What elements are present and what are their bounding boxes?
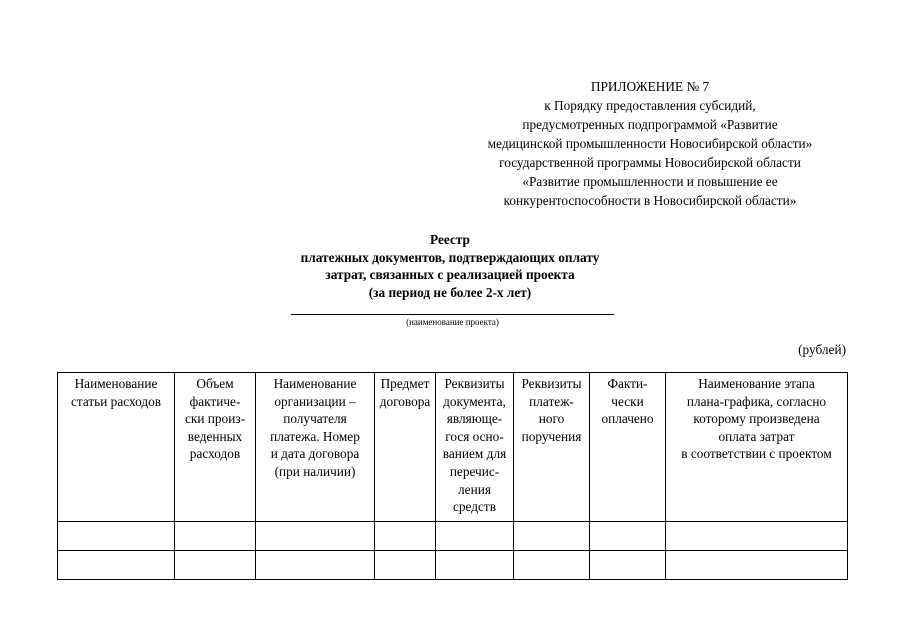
table-cell[interactable] bbox=[58, 551, 175, 580]
table-cell[interactable] bbox=[590, 551, 666, 580]
column-header-contract-subject: Предмет договора bbox=[375, 373, 436, 522]
title-heading: Реестр bbox=[430, 232, 470, 247]
table-cell[interactable] bbox=[436, 522, 514, 551]
table-row bbox=[58, 522, 848, 551]
title-line: платежных документов, подтверждающих оплату bbox=[300, 249, 600, 265]
appendix-line: предусмотренных подпрограммой «Развитие bbox=[522, 117, 778, 132]
table-cell[interactable] bbox=[514, 522, 590, 551]
table-cell[interactable] bbox=[666, 551, 848, 580]
column-header-schedule-stage: Наименование этапа плана-графика, согласно которому произведена оплата затрат в соответствии с проектом bbox=[666, 373, 848, 522]
table-row bbox=[58, 551, 848, 580]
column-header-payment-order: Реквизиты платеж- ного поручения bbox=[514, 373, 590, 522]
column-header-expense-amount: Объем фактиче- ски произ- веденных расходов bbox=[175, 373, 256, 522]
table-cell[interactable] bbox=[175, 522, 256, 551]
column-header-actually-paid: Факти- чески оплачено bbox=[590, 373, 666, 522]
project-name-line bbox=[291, 314, 614, 315]
table-cell[interactable] bbox=[256, 522, 375, 551]
table-header-row bbox=[58, 373, 848, 522]
table-cell[interactable] bbox=[256, 551, 375, 580]
title-line: затрат, связанных с реализацией проекта bbox=[325, 267, 575, 282]
column-header-payee: Наименование организации – получателя платежа. Номер и дата договора (при наличии) bbox=[256, 373, 375, 522]
currency-unit: (рублей) bbox=[798, 342, 846, 357]
project-name-caption: (наименование проекта) bbox=[406, 317, 499, 327]
column-header-document-details: Реквизиты документа, являюще- гося осно- ванием для перечис- ления средств bbox=[436, 373, 514, 522]
table-cell[interactable] bbox=[58, 522, 175, 551]
table-cell[interactable] bbox=[375, 551, 436, 580]
appendix-title: ПРИЛОЖЕНИЕ № 7 bbox=[590, 79, 710, 94]
table-cell[interactable] bbox=[375, 522, 436, 551]
payment-registry-table bbox=[57, 372, 848, 580]
table-cell[interactable] bbox=[514, 551, 590, 580]
title-period: (за период не более 2-х лет) bbox=[368, 284, 532, 300]
table-cell[interactable] bbox=[666, 522, 848, 551]
table-cell[interactable] bbox=[175, 551, 256, 580]
appendix-header bbox=[455, 77, 845, 210]
appendix-line: конкурентоспособности в Новосибирской области» bbox=[503, 193, 797, 208]
appendix-line: государственной программы Новосибирской области bbox=[499, 155, 801, 170]
document-title bbox=[260, 231, 640, 301]
appendix-line: «Развитие промышленности и повышение ее bbox=[522, 174, 778, 189]
appendix-line: медицинской промышленности Новосибирской области» bbox=[487, 136, 813, 151]
table-cell[interactable] bbox=[590, 522, 666, 551]
table-cell[interactable] bbox=[436, 551, 514, 580]
appendix-line: к Порядку предоставления субсидий, bbox=[544, 98, 756, 113]
column-header-expense-item: Наименование статьи расходов bbox=[58, 373, 175, 522]
